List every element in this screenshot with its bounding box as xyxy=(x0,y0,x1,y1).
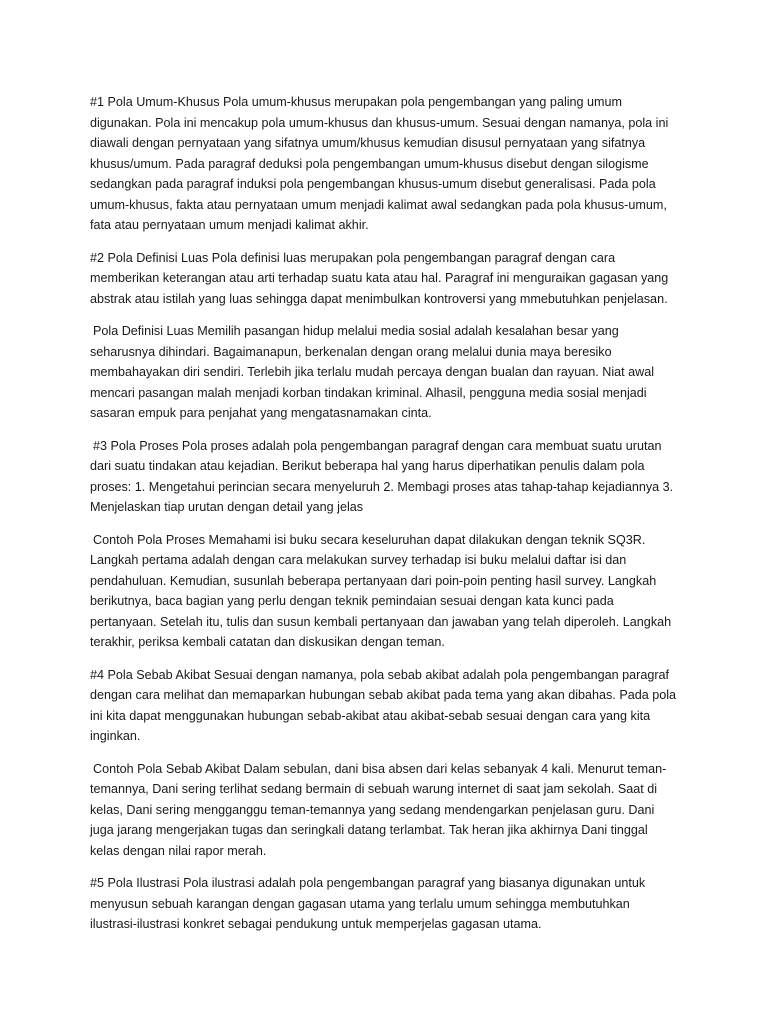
paragraph-pola-umum-khusus: #1 Pola Umum-Khusus Pola umum-khusus merupakan pola pengembangan yang paling umum digunakan. Pola ini mencakup pola umum-khusus dan khusus-umum. Sesuai dengan namanya, pola ini diawali dengan pernyataan yang sifatnya umum/khusus kemudian disusul pernyataan yang sifatnya khusus/umum. Pada paragraf deduksi pola pengembangan umum-khusus disebut dengan silogisme sedangkan pada paragraf induksi pola pengembangan khusus-umum disebut generalisasi. Pada pola umum-khusus, fakta atau pernyataan umum menjadi kalimat awal sedangkan pada pola khusus-umum, fata atau pernyataan umum menjadi kalimat akhir. xyxy=(90,95,669,232)
paragraph-contoh-pola-proses: Contoh Pola Proses Memahami isi buku secara keseluruhan dapat dilakukan dengan teknik SQ3R. Langkah pertama adalah dengan cara melakukan survey terhadap isi buku melalui daftar isi dan pendahuluan. Kemudian, susunlah beberapa pertanyaan dari poin-poin penting hasil survey. Langkah berikutnya, baca bagian yang perlu dengan teknik pemindaian sesuai dengan kata kunci pada pertanyaan. Setelah itu, tulis dan susun kembali pertanyaan dan jawaban yang telah diperoleh. Langkah terakhir, periksa kembali catatan dan diskusikan dengan teman. xyxy=(90,532,672,649)
paragraph-pola-sebab-akibat: #4 Pola Sebab Akibat Sesuai dengan namanya, pola sebab akibat adalah pola pengembangan paragraf dengan cara melihat dan memaparkan hubungan sebab akibat pada tema yang akan dibahas. Pada pola ini kita dapat menggunakan hubungan sebab-akibat atau akibat-sebab sesuai dengan cara yang kita inginkan. xyxy=(90,667,677,743)
paragraph-pola-proses: #3 Pola Proses Pola proses adalah pola pengembangan paragraf dengan cara membuat suatu urutan dari suatu tindakan atau kejadian. Berikut beberapa hal yang harus diperhatikan penulis dalam pola proses: 1. Mengetahui perincian secara menyeluruh 2. Membagi proses atas tahap-tahap kejadiannya 3. Menjelaskan tiap urutan dengan detail yang jelas xyxy=(90,438,674,514)
document-page xyxy=(90,92,680,947)
paragraph-pola-definisi-luas: #2 Pola Definisi Luas Pola definisi luas merupakan pola pengembangan paragraf dengan cara memberikan keterangan atau arti terhadap suatu kata atau hal. Paragraf ini menguraikan gagasan yang abstrak atau istilah yang luas sehingga dapat menimbulkan kontroversi yang mmebutuhkan penjelasan. xyxy=(90,250,669,306)
paragraph-contoh-definisi-luas: Pola Definisi Luas Memilih pasangan hidup melalui media sosial adalah kesalahan besar yang seharusnya dihindari. Bagaimanapun, berkenalan dengan orang melalui dunia maya beresiko membahayakan diri sendiri. Terlebih jika terlalu mudah percaya dengan bualan dan rayuan. Niat awal mencari pasangan malah menjadi korban tindakan kriminal. Alhasil, pengguna media sosial menjadi sasaran empuk para penjahat yang mengatasnamakan cinta. xyxy=(90,324,655,420)
paragraph-contoh-sebab-akibat: Contoh Pola Sebab Akibat Dalam sebulan, dani bisa absen dari kelas sebanyak 4 kali. Menurut teman-temannya, Dani sering terlihat sedang bermain di sebuah warung internet di saat jam sekolah. Saat di kelas, Dani sering mengganggu teman-temannya yang sedang mendengarkan penjelasan guru. Dani juga jarang mengerjakan tugas dan seringkali datang terlambat. Tak heran jika akhirnya Dani tinggal kelas dengan nilai rapor merah. xyxy=(90,761,667,858)
paragraph-pola-ilustrasi: #5 Pola Ilustrasi Pola ilustrasi adalah pola pengembangan paragraf yang biasanya digunakan untuk menyusun sebuah karangan dengan gagasan utama yang terlalu umum sehingga membutuhkan ilustrasi-ilustrasi konkret sebagai pendukung untuk memperjelas gagasan utama. xyxy=(90,876,646,931)
